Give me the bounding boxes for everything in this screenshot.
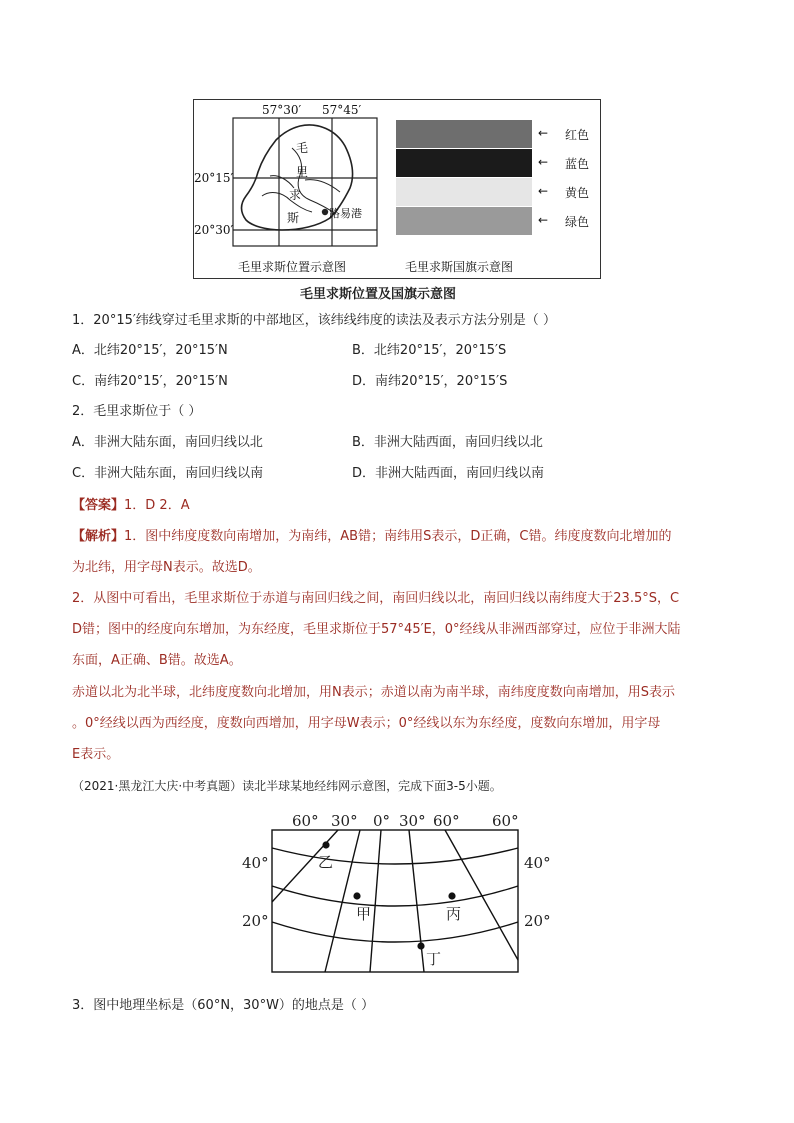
graticule-lon-label: 60° [292,812,319,830]
question-stem: 1．20°15′纬线穿过毛里求斯的中部地区，该纬线纬度的读法及表示方法分别是（ ） [72,313,556,328]
answer-tag: 【答案】 [72,498,125,513]
option: C．非洲大陆东面，南回归线以南 [72,466,264,481]
flag-label: 黄色 [565,186,590,200]
graticule-lon-label: 60° [492,812,519,830]
flag-arrow-icon: ← [538,155,549,169]
flag-label: 蓝色 [565,157,590,171]
analysis-text: 2．从图中可看出，毛里求斯位于赤道与南回归线之间，南回归线以北，南回归线以南纬度大于23.5°S，C [72,591,680,606]
map-caption: 毛里求斯位置示意图 [238,260,347,274]
answer-text: 1．D 2．A [124,498,190,513]
graticule-lon-label: 30° [331,812,358,830]
flag-arrow-icon: ← [538,184,549,198]
flag-arrow-icon: ← [538,213,549,227]
analysis-text: 东面，A正确、B错。故选A。 [72,653,242,668]
option: A．非洲大陆东面，南回归线以北 [72,435,263,450]
graticule-lon-label: 60° [433,812,460,830]
flag-label: 绿色 [565,215,590,229]
question-stem: 3．图中地理坐标是（60°N，30°W）的地点是（ ） [72,998,375,1013]
analysis-text: 。0°经线以西为西经度，度数向西增加，用字母W表示；0°经线以东为东经度，度数向东增加，用字母 [72,716,661,731]
flag-label: 红色 [565,128,590,142]
analysis-text: 为北纬，用字母N表示。故选D。 [72,560,261,575]
flag-arrow-icon: ← [538,126,549,140]
point-label: 乙 [318,853,334,871]
analysis-text: 1．图中纬度度数向南增加，为南纬，AB错；南纬用S表示，D正确，C错。纬度度数向北增加的 [124,529,672,544]
graticule-lon-label: 30° [399,812,426,830]
graticule-lat-label: 20° [242,912,269,930]
section-intro: （2021·黑龙江大庆·中考真题）读北半球某地经纬网示意图，完成下面3-5小题。 [72,779,502,793]
analysis-text: E表示。 [72,747,120,762]
map-country-char: 求 [289,188,302,202]
point-label: 丙 [446,905,462,923]
flag-caption: 毛里求斯国旗示意图 [405,260,514,274]
map-lon-label: 57°45′ [322,103,362,117]
option: B．非洲大陆西面，南回归线以北 [352,435,543,450]
map-lat-label: 20°30′ [194,223,234,237]
map-country-char: 斯 [287,211,300,225]
analysis-text: 赤道以北为北半球，北纬度度数向北增加，用N表示；赤道以南为南半球，南纬度度数向南增加，用S表示 [72,685,675,700]
graticule-lat-label: 40° [524,854,551,872]
option: A．北纬20°15′，20°15′N [72,343,228,358]
graticule-lat-label: 40° [242,854,269,872]
point-bing-marker-icon [448,892,455,899]
map-lon-label: 57°30′ [262,103,302,117]
point-yi-marker-icon [322,841,329,848]
map-country-char: 里 [296,165,309,179]
map-capital-label: 路易港 [329,207,362,220]
point-label: 甲 [356,905,372,923]
point-label: 丁 [426,950,442,968]
point-ding-marker-icon [417,942,424,949]
option: C．南纬20°15′，20°15′N [72,374,228,389]
analysis-tag: 【解析】 [72,529,125,544]
map-country-char: 毛 [296,141,309,155]
figure-title: 毛里求斯位置及国旗示意图 [300,287,457,302]
option: D．南纬20°15′，20°15′S [352,374,508,389]
graticule-lat-label: 20° [524,912,551,930]
question-stem: 2．毛里求斯位于（ ） [72,404,202,419]
option: B．北纬20°15′，20°15′S [352,343,507,358]
point-jia-marker-icon [353,892,360,899]
analysis-text: D错；图中的经度向东增加，为东经度，毛里求斯位于57°45′E，0°经线从非洲西部穿过，应位于非洲大陆 [72,622,681,637]
graticule-lon-label: 0° [373,812,391,830]
map-lat-label: 20°15′ [194,171,234,185]
option: D．非洲大陆西面，南回归线以南 [352,466,545,481]
